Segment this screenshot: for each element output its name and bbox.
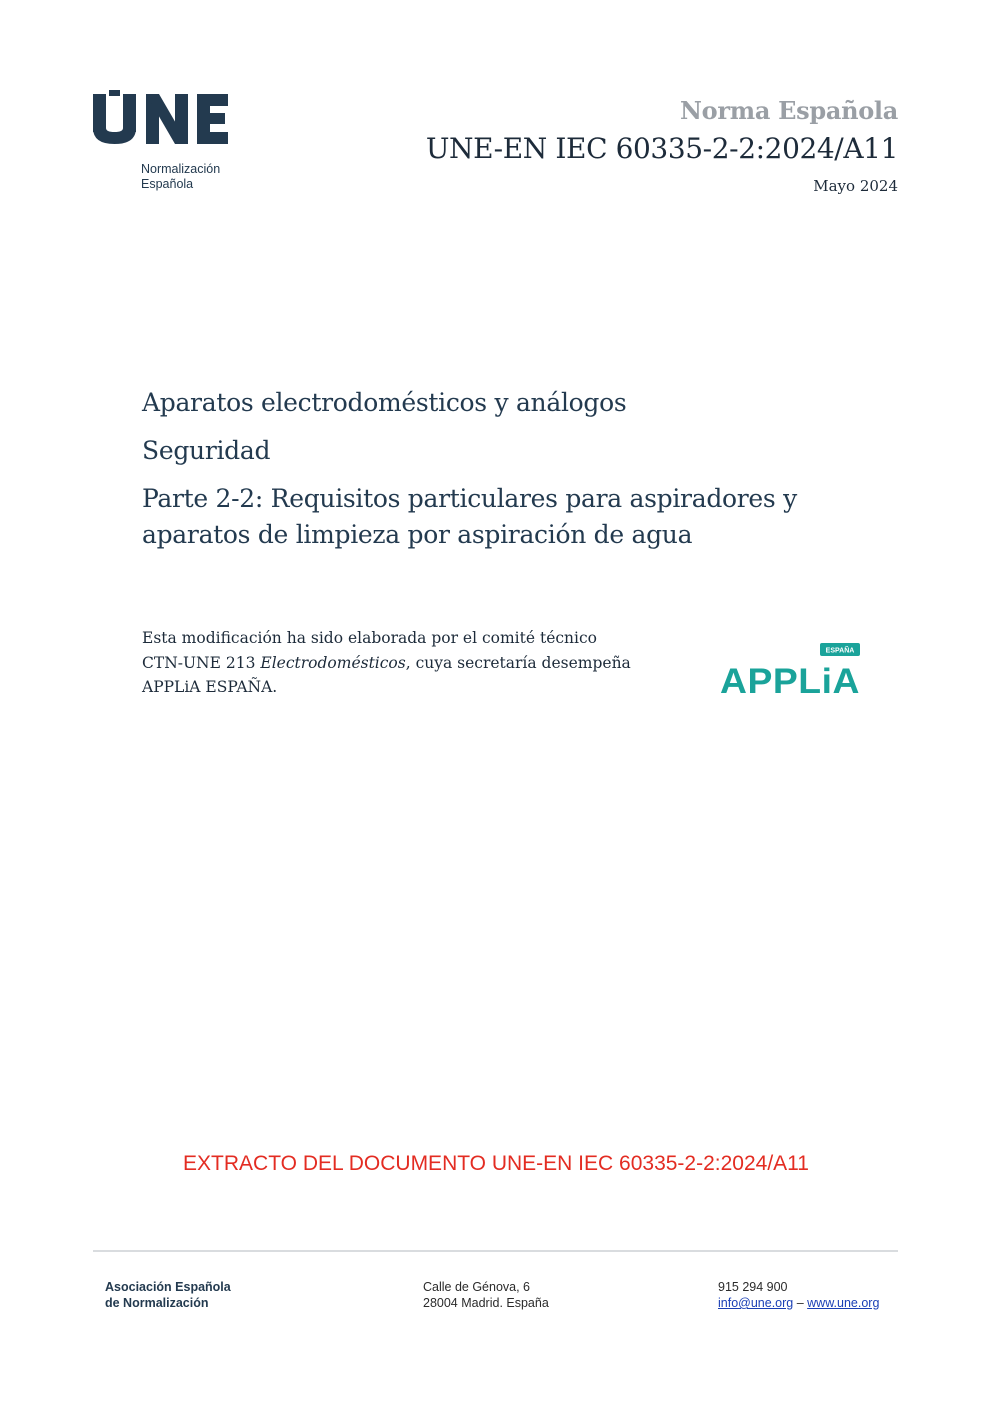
committee-name: Electrodomésticos <box>260 653 406 672</box>
committee-description <box>142 626 702 700</box>
description-line2 <box>142 651 702 676</box>
footer-org-line1: Asociación Española <box>105 1280 231 1294</box>
description-line1: Esta modificación ha sido elaborada por el comité técnico <box>142 629 598 647</box>
footer-divider <box>93 1250 898 1252</box>
footer-phone: 915 294 900 <box>718 1280 788 1294</box>
footer-link-separator: – <box>793 1296 808 1310</box>
publication-date: Mayo 2024 <box>813 177 898 195</box>
footer-address-line1: Calle de Génova, 6 <box>423 1280 531 1294</box>
extract-notice: EXTRACTO DEL DOCUMENTO UNE-EN IEC 60335-2-2:2024/A11 <box>183 1152 809 1175</box>
applia-logo <box>720 643 862 697</box>
applia-logo-graphic <box>720 643 862 697</box>
une-logo-mark <box>93 90 233 150</box>
norma-label: Norma Española <box>680 96 898 125</box>
footer-contact-links <box>718 1295 879 1311</box>
website-link[interactable]: www.une.org <box>807 1296 880 1310</box>
email-link[interactable]: info@une.org <box>718 1296 794 1310</box>
standard-code: UNE-EN IEC 60335-2-2:2024/A11 <box>425 132 898 165</box>
committee-code: CTN-UNE 213 <box>142 653 256 672</box>
footer-org-line2: de Normalización <box>105 1296 209 1310</box>
description-line3: APPLiA ESPAÑA. <box>142 678 278 696</box>
applia-badge-text: ESPAÑA <box>825 647 855 655</box>
logo-subtitle-line1: Normalización <box>141 162 221 176</box>
logo-subtitle-line2: Española <box>141 177 194 191</box>
une-logo <box>93 88 243 198</box>
title-part-line1: Parte 2-2: Requisitos particulares para aspiradores y <box>142 484 797 513</box>
applia-wordmark: APPLiA <box>720 662 860 697</box>
title-main: Aparatos electrodomésticos y análogos <box>142 388 627 417</box>
title-section: Seguridad <box>142 436 271 465</box>
description-line2-rest: , cuya secretaría desempeña <box>405 653 631 672</box>
footer-address-line2: 28004 Madrid. España <box>423 1296 549 1310</box>
title-part-line2: aparatos de limpieza por aspiración de agua <box>142 520 693 549</box>
